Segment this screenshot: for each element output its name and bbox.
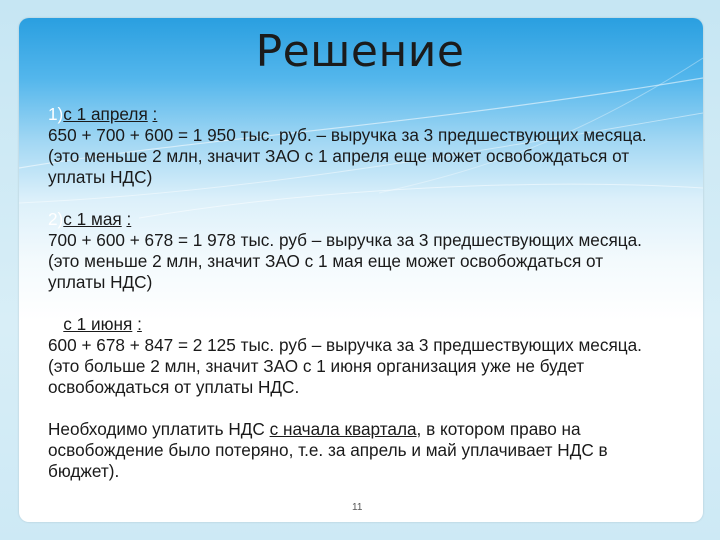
explanation-line: освобождаться от уплаты НДС.: [48, 377, 300, 397]
step-number: 1): [48, 104, 64, 124]
step-april: [48, 104, 698, 188]
page-title: Решение: [255, 26, 465, 77]
step-title: с 1 мая: [63, 209, 122, 229]
explanation-line: (это меньше 2 млн, значит ЗАО с 1 мая еще может освобождаться от: [48, 251, 604, 271]
explanation-line: (это меньше 2 млн, значит ЗАО с 1 апреля еще может освобождаться от: [48, 146, 630, 166]
calc-line: 650 + 700 + 600 = 1 950 тыс. руб. – выручка за 3 предшествующих месяца.: [48, 125, 647, 145]
page-number: 11: [352, 502, 363, 513]
conclusion-line: [48, 419, 698, 440]
step-june: [48, 314, 698, 398]
step-heading: [48, 314, 698, 335]
step-heading: [48, 209, 698, 230]
step-heading: [48, 104, 698, 125]
step-title: с 1 июня: [63, 314, 133, 334]
conclusion-text: , в котором право на: [416, 419, 581, 439]
conclusion: [48, 419, 698, 482]
calc-line: 700 + 600 + 678 = 1 978 тыс. руб – выручка за 3 предшествующих месяца.: [48, 230, 642, 250]
solution-content: [48, 104, 698, 482]
conclusion-line: бюджет).: [48, 461, 120, 481]
explanation-line: уплаты НДС): [48, 272, 153, 292]
explanation-line: уплаты НДС): [48, 167, 153, 187]
step-title: с 1 апреля: [63, 104, 148, 124]
conclusion-emphasis: с начала квартала: [269, 419, 417, 439]
calc-line: 600 + 678 + 847 = 2 125 тыс. руб – выручка за 3 предшествующих месяца.: [48, 335, 642, 355]
conclusion-line: освобождение было потеряно, т.е. за апрель и май уплачивает НДС в: [48, 440, 608, 460]
step-colon: :: [152, 104, 158, 124]
step-colon: :: [137, 314, 142, 334]
step-number: 3): [48, 314, 64, 334]
step-number: 2): [48, 209, 64, 229]
explanation-line: (это больше 2 млн, значит ЗАО с 1 июня организация уже не будет: [48, 356, 585, 376]
conclusion-text: Необходимо уплатить НДС: [48, 419, 270, 439]
step-colon: :: [126, 209, 132, 229]
step-may: [48, 209, 698, 293]
